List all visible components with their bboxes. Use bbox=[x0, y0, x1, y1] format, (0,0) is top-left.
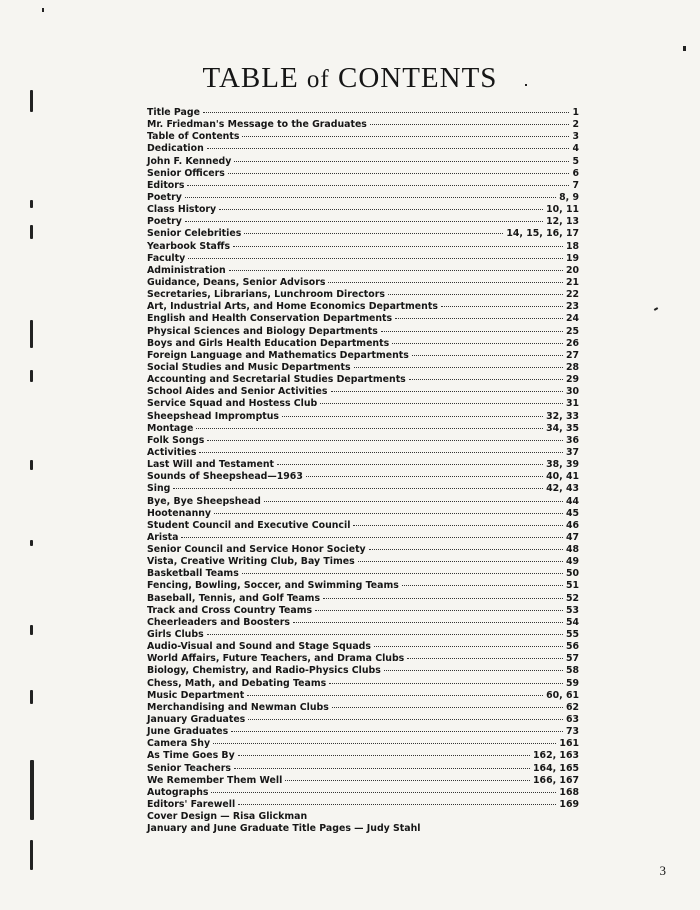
toc-entry bbox=[147, 471, 579, 483]
dot-leader bbox=[320, 403, 563, 404]
toc-entry bbox=[147, 629, 579, 641]
dot-leader bbox=[207, 634, 563, 635]
toc-entry-title: Class History bbox=[147, 204, 217, 216]
dot-leader bbox=[331, 391, 563, 392]
toc-entry-title: Secretaries, Librarians, Lunchroom Directors bbox=[147, 289, 385, 301]
toc-entry bbox=[147, 702, 579, 714]
toc-entry bbox=[147, 168, 579, 180]
dot-leader bbox=[244, 233, 503, 234]
toc-entry-title: Poetry bbox=[147, 191, 182, 203]
toc-entry-page: 24 bbox=[565, 313, 579, 325]
toc-entry-title: Senior Teachers bbox=[147, 762, 231, 774]
toc-entry bbox=[147, 605, 579, 617]
toc-entry-page: 32, 33 bbox=[546, 410, 579, 422]
toc-entry-title: Autographs bbox=[147, 786, 209, 798]
toc-entry-page: 56 bbox=[565, 641, 579, 653]
dot-leader bbox=[242, 573, 563, 574]
toc-entry-title: Vista, Creative Writing Club, Bay Times bbox=[147, 556, 355, 568]
page-number: 3 bbox=[659, 863, 666, 878]
toc-entry-page: 42, 43 bbox=[546, 483, 579, 495]
toc-entry-title: Camera Shy bbox=[147, 738, 211, 750]
dot-leader bbox=[248, 719, 563, 720]
toc-entry-title: Merchandising and Newman Clubs bbox=[147, 701, 329, 713]
dot-leader bbox=[233, 246, 563, 247]
dot-leader bbox=[229, 270, 563, 271]
dot-leader bbox=[381, 331, 563, 332]
dot-leader bbox=[392, 343, 563, 344]
toc-entry-title: English and Health Conservation Departments bbox=[147, 313, 393, 325]
title-part-1: TABLE bbox=[202, 62, 299, 94]
toc-entry-page: 26 bbox=[565, 337, 579, 349]
toc-entry bbox=[147, 374, 579, 386]
toc-entry bbox=[147, 775, 579, 787]
toc-entry-title: As Time Goes By bbox=[147, 750, 235, 762]
toc-entry-title: Accounting and Secretarial Studies Departments bbox=[147, 374, 406, 386]
toc-entry-page: 57 bbox=[565, 653, 579, 665]
toc-entry-page: 25 bbox=[565, 325, 579, 337]
title-part-2: CONTENTS bbox=[337, 62, 498, 94]
dot-leader bbox=[282, 416, 543, 417]
dot-leader bbox=[353, 525, 563, 526]
toc-entry bbox=[147, 277, 579, 289]
toc-entry bbox=[147, 313, 579, 325]
toc-entry-page: 40, 41 bbox=[546, 471, 579, 483]
dot-leader bbox=[306, 476, 543, 477]
toc-entry bbox=[147, 241, 579, 253]
toc-entry-title: Bye, Bye Sheepshead bbox=[147, 495, 261, 507]
dot-leader bbox=[407, 658, 563, 659]
dot-leader bbox=[242, 136, 569, 137]
toc-entry-page: 62 bbox=[565, 701, 579, 713]
toc-entry bbox=[147, 544, 579, 556]
toc-entry bbox=[147, 447, 579, 459]
toc-entry-title: Music Department bbox=[147, 689, 245, 701]
toc-entry-page: 19 bbox=[565, 252, 579, 264]
toc-entry-title: Senior Officers bbox=[147, 167, 225, 179]
toc-entry bbox=[147, 204, 579, 216]
toc-entry-page: 55 bbox=[565, 629, 579, 641]
table-of-contents bbox=[147, 107, 579, 835]
toc-entry-title: Chess, Math, and Debating Teams bbox=[147, 677, 327, 689]
toc-entry-title: Sheepshead Impromptus bbox=[147, 410, 280, 422]
scan-speck bbox=[683, 46, 686, 51]
dot-leader bbox=[234, 161, 569, 162]
dot-leader bbox=[332, 707, 563, 708]
toc-entry bbox=[147, 143, 579, 155]
toc-entry bbox=[147, 665, 579, 677]
toc-entry bbox=[147, 508, 579, 520]
page-binding-marks bbox=[30, 80, 32, 880]
dot-leader bbox=[409, 379, 563, 380]
toc-entry-title: Audio-Visual and Sound and Stage Squads bbox=[147, 641, 371, 653]
toc-entry bbox=[147, 350, 579, 362]
toc-entry-page: 49 bbox=[565, 556, 579, 568]
dot-leader bbox=[293, 622, 563, 623]
dot-leader bbox=[412, 355, 563, 356]
credit-line: January and June Graduate Title Pages — Judy Stahl bbox=[147, 823, 421, 835]
dot-leader bbox=[323, 598, 563, 599]
toc-entry-page: 52 bbox=[565, 592, 579, 604]
toc-entry-title: Foreign Language and Mathematics Departments bbox=[147, 349, 409, 361]
dot-leader bbox=[213, 743, 556, 744]
toc-entry-page: 46 bbox=[565, 519, 579, 531]
toc-entry-page: 47 bbox=[565, 531, 579, 543]
toc-entry bbox=[147, 799, 579, 811]
toc-entry bbox=[147, 338, 579, 350]
toc-entry bbox=[147, 593, 579, 605]
toc-entry bbox=[147, 228, 579, 240]
toc-entry-title: Sing bbox=[147, 483, 171, 495]
dot-leader bbox=[264, 501, 563, 502]
toc-entry-page: 63 bbox=[565, 714, 579, 726]
toc-entry bbox=[147, 386, 579, 398]
toc-entry-page: 34, 35 bbox=[546, 422, 579, 434]
toc-entry bbox=[147, 738, 579, 750]
dot-leader bbox=[203, 112, 570, 113]
toc-entry bbox=[147, 556, 579, 568]
toc-entry-title: Administration bbox=[147, 264, 226, 276]
toc-entry-page: 4 bbox=[572, 143, 579, 155]
toc-entry bbox=[147, 617, 579, 629]
toc-entry-page: 48 bbox=[565, 544, 579, 556]
dot-leader bbox=[181, 537, 562, 538]
dot-leader bbox=[328, 282, 563, 283]
toc-entry bbox=[147, 423, 579, 435]
dot-leader bbox=[196, 428, 543, 429]
dot-leader bbox=[277, 464, 543, 465]
toc-entry-page: 168 bbox=[559, 786, 579, 798]
toc-entry-title: World Affairs, Future Teachers, and Drama Clubs bbox=[147, 653, 405, 665]
toc-entry bbox=[147, 532, 579, 544]
toc-entry bbox=[147, 362, 579, 374]
toc-entry-page: 60, 61 bbox=[546, 689, 579, 701]
toc-entry-title: Faculty bbox=[147, 252, 186, 264]
toc-entry-page: 45 bbox=[565, 507, 579, 519]
dot-leader bbox=[234, 768, 530, 769]
toc-entry bbox=[147, 301, 579, 313]
toc-entry-title: Mr. Friedman's Message to the Graduates bbox=[147, 119, 367, 131]
toc-entry-page: 21 bbox=[565, 276, 579, 288]
toc-entry-page: 1 bbox=[572, 107, 579, 118]
toc-entry bbox=[147, 483, 579, 495]
dot-leader bbox=[238, 804, 556, 805]
toc-entry-title: Baseball, Tennis, and Golf Teams bbox=[147, 592, 321, 604]
dot-leader bbox=[247, 695, 543, 696]
toc-entry-title: Senior Celebrities bbox=[147, 228, 242, 240]
toc-entry-title: Yearbook Staffs bbox=[147, 240, 231, 252]
toc-entry-title: John F. Kennedy bbox=[147, 155, 232, 167]
dot-leader bbox=[285, 780, 530, 781]
scan-speck bbox=[654, 307, 658, 311]
toc-entry-page: 8, 9 bbox=[559, 191, 579, 203]
toc-entry-page: 44 bbox=[565, 495, 579, 507]
dot-leader bbox=[358, 561, 563, 562]
toc-entry bbox=[147, 192, 579, 204]
dot-leader bbox=[402, 585, 563, 586]
credit-line: Cover Design — Risa Glickman bbox=[147, 811, 308, 823]
toc-entry-title: Montage bbox=[147, 422, 194, 434]
toc-entry-page: 5 bbox=[572, 155, 579, 167]
toc-entry bbox=[147, 435, 579, 447]
toc-entry bbox=[147, 714, 579, 726]
toc-entry-title: School Aides and Senior Activities bbox=[147, 386, 328, 398]
dot-leader bbox=[185, 197, 556, 198]
toc-entry-page: 31 bbox=[565, 398, 579, 410]
toc-entry-title: Social Studies and Music Departments bbox=[147, 361, 351, 373]
toc-entry-page: 28 bbox=[565, 361, 579, 373]
dot-leader bbox=[315, 610, 563, 611]
toc-entry-title: Boys and Girls Health Education Departments bbox=[147, 337, 390, 349]
dot-leader bbox=[214, 513, 563, 514]
dot-leader bbox=[395, 318, 563, 319]
toc-entry-page: 38, 39 bbox=[546, 459, 579, 471]
toc-entry-title: Girls Clubs bbox=[147, 629, 204, 641]
toc-entry-page: 37 bbox=[565, 446, 579, 458]
toc-entry-title: Title Page bbox=[147, 107, 200, 118]
toc-entry bbox=[147, 459, 579, 471]
toc-entry bbox=[147, 726, 579, 738]
toc-entry-page: 59 bbox=[565, 677, 579, 689]
toc-entry-page: 164, 165 bbox=[533, 762, 579, 774]
toc-entry-page: 50 bbox=[565, 568, 579, 580]
toc-entry bbox=[147, 520, 579, 532]
toc-entry-page: 3 bbox=[572, 131, 579, 143]
dot-leader bbox=[185, 221, 543, 222]
dot-leader bbox=[388, 294, 563, 295]
toc-entry bbox=[147, 787, 579, 799]
toc-entry-page: 20 bbox=[565, 264, 579, 276]
toc-entry-title: January Graduates bbox=[147, 714, 246, 726]
dot-leader bbox=[384, 670, 563, 671]
toc-entry-page: 7 bbox=[572, 179, 579, 191]
toc-entry-page: 12, 13 bbox=[546, 216, 579, 228]
toc-entry bbox=[147, 107, 579, 119]
dot-leader bbox=[370, 124, 570, 125]
toc-entry-title: Editors bbox=[147, 179, 185, 191]
toc-entry-title: Senior Council and Service Honor Society bbox=[147, 544, 366, 556]
toc-entry bbox=[147, 641, 579, 653]
dot-leader bbox=[238, 755, 530, 756]
dot-leader bbox=[207, 440, 563, 441]
dot-leader bbox=[329, 683, 563, 684]
dot-leader bbox=[219, 209, 543, 210]
toc-entry bbox=[147, 398, 579, 410]
toc-entry bbox=[147, 216, 579, 228]
toc-entry bbox=[147, 119, 579, 131]
toc-entry-title: Sounds of Sheepshead—1963 bbox=[147, 471, 303, 483]
toc-entry bbox=[147, 265, 579, 277]
toc-entry-page: 53 bbox=[565, 604, 579, 616]
toc-entry bbox=[147, 496, 579, 508]
toc-entry-title: We Remember Them Well bbox=[147, 774, 283, 786]
toc-entry-title: Biology, Chemistry, and Radio-Physics Clubs bbox=[147, 665, 381, 677]
dot-leader bbox=[173, 488, 543, 489]
toc-entry-title: Basketball Teams bbox=[147, 568, 239, 580]
toc-entry-page: 10, 11 bbox=[546, 204, 579, 216]
toc-entry bbox=[147, 568, 579, 580]
page-title bbox=[0, 62, 700, 95]
toc-entry-page: 58 bbox=[565, 665, 579, 677]
toc-entry-page: 18 bbox=[565, 240, 579, 252]
toc-entry-page: 169 bbox=[559, 799, 579, 811]
toc-entry-title: Student Council and Executive Council bbox=[147, 519, 351, 531]
dot-leader bbox=[211, 792, 556, 793]
toc-entry-title: Arista bbox=[147, 531, 179, 543]
toc-entry-title: Cheerleaders and Boosters bbox=[147, 616, 290, 628]
toc-entry bbox=[147, 763, 579, 775]
toc-entry-page: 27 bbox=[565, 349, 579, 361]
toc-entry-page: 23 bbox=[565, 301, 579, 313]
dot-leader bbox=[188, 258, 563, 259]
toc-entry-page: 30 bbox=[565, 386, 579, 398]
toc-entry bbox=[147, 750, 579, 762]
toc-entry-page: 14, 15, 16, 17 bbox=[506, 228, 579, 240]
toc-entry-title: Table of Contents bbox=[147, 131, 240, 143]
toc-entry-page: 54 bbox=[565, 616, 579, 628]
toc-entry-page: 73 bbox=[565, 726, 579, 738]
toc-entry bbox=[147, 180, 579, 192]
toc-entry-page: 29 bbox=[565, 374, 579, 386]
dot-leader bbox=[354, 367, 563, 368]
toc-entry-title: Last Will and Testament bbox=[147, 459, 275, 471]
toc-entry-title: Folk Songs bbox=[147, 434, 205, 446]
toc-entry bbox=[147, 253, 579, 265]
toc-entry-title: Poetry bbox=[147, 216, 182, 228]
toc-entry-page: 51 bbox=[565, 580, 579, 592]
toc-entry-title: Fencing, Bowling, Soccer, and Swimming Teams bbox=[147, 580, 399, 592]
title-of: of bbox=[306, 66, 330, 93]
dot-leader bbox=[187, 185, 569, 186]
toc-entry-title: Editors' Farewell bbox=[147, 799, 236, 811]
toc-entry bbox=[147, 678, 579, 690]
toc-entry bbox=[147, 289, 579, 301]
toc-entry-page: 2 bbox=[572, 119, 579, 131]
dot-leader bbox=[369, 549, 563, 550]
dot-leader bbox=[231, 731, 563, 732]
dot-leader bbox=[374, 646, 563, 647]
scan-speck bbox=[42, 8, 44, 12]
dot-leader bbox=[228, 173, 570, 174]
toc-entry-title: Physical Sciences and Biology Departments bbox=[147, 325, 378, 337]
dot-leader bbox=[207, 148, 570, 149]
toc-entry-page: 22 bbox=[565, 289, 579, 301]
dot-leader bbox=[199, 452, 562, 453]
toc-entry bbox=[147, 411, 579, 423]
toc-entry-title: June Graduates bbox=[147, 726, 229, 738]
toc-entry-title: Activities bbox=[147, 446, 197, 458]
toc-entry-page: 161 bbox=[559, 738, 579, 750]
toc-entry bbox=[147, 131, 579, 143]
toc-entry-page: 36 bbox=[565, 434, 579, 446]
toc-entry bbox=[147, 156, 579, 168]
toc-entry-page: 166, 167 bbox=[533, 774, 579, 786]
toc-entry-title: Track and Cross Country Teams bbox=[147, 604, 313, 616]
toc-entry-title: Service Squad and Hostess Club bbox=[147, 398, 318, 410]
toc-entry-title: Art, Industrial Arts, and Home Economics Departments bbox=[147, 301, 438, 313]
toc-entry bbox=[147, 690, 579, 702]
toc-entry-page: 162, 163 bbox=[533, 750, 579, 762]
dot-leader bbox=[441, 306, 563, 307]
toc-entry bbox=[147, 326, 579, 338]
toc-entry-title: Dedication bbox=[147, 143, 204, 155]
toc-entry bbox=[147, 653, 579, 665]
toc-entry-page: 6 bbox=[572, 167, 579, 179]
toc-entry-title: Hootenanny bbox=[147, 507, 212, 519]
toc-entry-title: Guidance, Deans, Senior Advisors bbox=[147, 276, 326, 288]
toc-entry bbox=[147, 580, 579, 592]
